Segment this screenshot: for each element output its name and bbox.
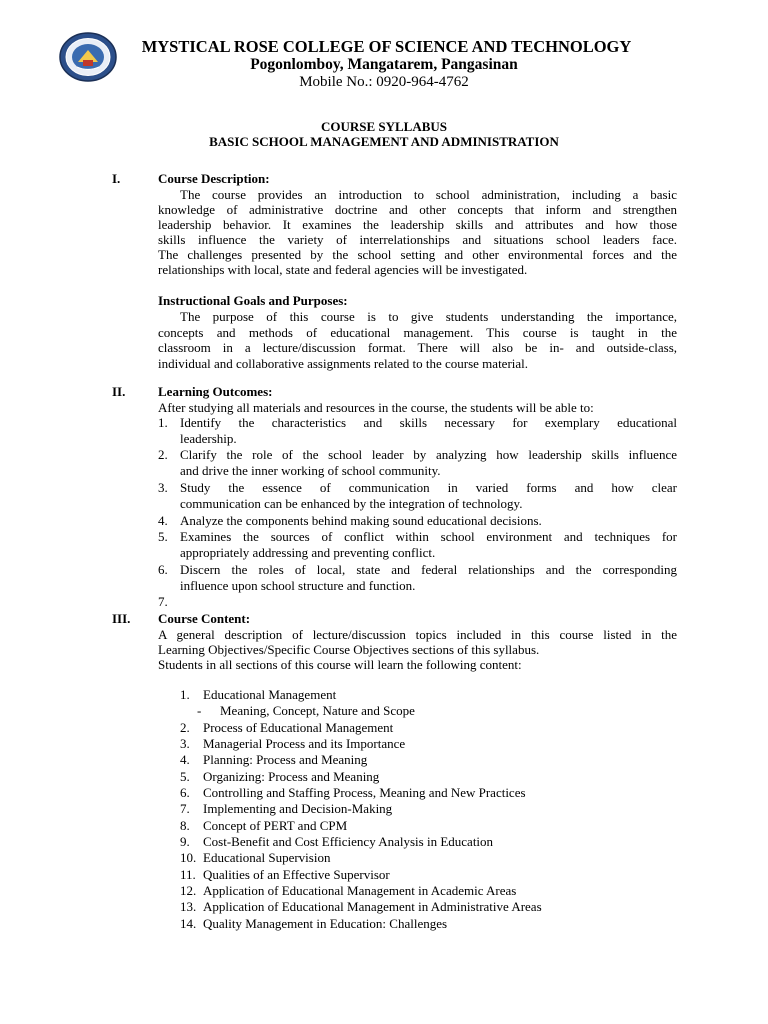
topic-text: Controlling and Staffing Process, Meaning and New Practices bbox=[203, 785, 526, 800]
topic-number: 6. bbox=[180, 785, 190, 800]
institution-mobile: Mobile No.: 0920-964-4762 bbox=[299, 74, 469, 90]
outcome-text: appropriately addressing and preventing conflict. bbox=[180, 545, 436, 561]
outcome-text: communication can be enhanced by the integration of technology. bbox=[180, 496, 523, 512]
course-title: BASIC SCHOOL MANAGEMENT AND ADMINISTRATION bbox=[209, 134, 559, 149]
topic-number: 4. bbox=[180, 752, 190, 767]
section-numeral: III. bbox=[112, 611, 131, 626]
topic-number: 2. bbox=[180, 720, 190, 735]
outcome-number: 1. bbox=[158, 415, 168, 430]
topic-bullet: - bbox=[197, 703, 202, 718]
outcome-number: 5. bbox=[158, 529, 168, 544]
topic-text: Meaning, Concept, Nature and Scope bbox=[220, 703, 415, 718]
outcome-number: 2. bbox=[158, 447, 168, 462]
topic-number: 7. bbox=[180, 801, 190, 816]
topic-number: 12. bbox=[180, 883, 197, 898]
learning-outcomes-intro: After studying all materials and resources in the course, the students will be able to: bbox=[158, 400, 594, 415]
topic-text: Planning: Process and Meaning bbox=[203, 752, 368, 767]
outcome-text: Analyze the components behind making sound educational decisions. bbox=[180, 513, 542, 528]
outcome-number: 7. bbox=[158, 594, 168, 609]
paragraph-line: concepts and methods of educational management. This course is taught in the bbox=[158, 324, 677, 340]
section-heading-course-description: Course Description: bbox=[158, 171, 270, 186]
topic-text: Cost-Benefit and Cost Efficiency Analysis in Education bbox=[203, 834, 494, 849]
topic-number: 11. bbox=[180, 867, 196, 882]
paragraph-line: individual and collaborative assignments related to the course material. bbox=[158, 356, 529, 372]
topic-number: 9. bbox=[180, 834, 190, 849]
topic-number: 8. bbox=[180, 818, 190, 833]
outcome-number: 6. bbox=[158, 562, 168, 577]
paragraph-line: The challenges presented by the school setting and other environmental forces and the bbox=[158, 247, 677, 262]
topic-text: Process of Educational Management bbox=[203, 720, 394, 735]
section-numeral: II. bbox=[112, 384, 126, 399]
outcome-text: Examines the sources of conflict within school environment and techniques for bbox=[180, 529, 677, 544]
outcome-text: Identify the characteristics and skills necessary for exemplary educational bbox=[180, 415, 677, 430]
section-numeral: I. bbox=[112, 171, 121, 186]
topic-text: Organizing: Process and Meaning bbox=[203, 769, 380, 784]
paragraph-line: Students in all sections of this course will learn the following content: bbox=[158, 657, 522, 672]
institution-name: MYSTICAL ROSE COLLEGE OF SCIENCE AND TECHNOLOGY bbox=[141, 37, 632, 56]
paragraph-line: Learning Objectives/Specific Course Objectives sections of this syllabus. bbox=[158, 642, 540, 657]
paragraph-line: leadership behavior. It examines the leadership skills and attributes and how those bbox=[158, 217, 677, 232]
topic-text: Educational Management bbox=[203, 687, 337, 702]
instructional-goals-paragraph bbox=[158, 309, 677, 372]
topic-text: Qualities of an Effective Supervisor bbox=[203, 867, 390, 882]
topic-number: 3. bbox=[180, 736, 190, 751]
syllabus-title: COURSE SYLLABUS bbox=[320, 119, 448, 134]
outcome-number: 4. bbox=[158, 513, 168, 528]
course-content-paragraph bbox=[158, 627, 677, 672]
instructional-goals-heading: Instructional Goals and Purposes: bbox=[158, 293, 348, 308]
topic-text: Application of Educational Management in Administrative Areas bbox=[203, 899, 542, 914]
topic-text: Concept of PERT and CPM bbox=[203, 818, 348, 833]
outcome-text: Clarify the role of the school leader by analyzing how leadership skills influence bbox=[180, 447, 677, 462]
topic-number: 5. bbox=[180, 769, 190, 784]
topic-number: 10. bbox=[180, 850, 197, 865]
section-heading-learning-outcomes: Learning Outcomes: bbox=[158, 384, 273, 399]
outcome-text: and drive the inner working of school community. bbox=[180, 463, 441, 479]
topic-number: 14. bbox=[180, 916, 197, 931]
paragraph-line: relationships with local, state and federal agencies will be investigated. bbox=[158, 262, 528, 277]
institution-address: Pogonlomboy, Mangatarem, Pangasinan bbox=[250, 56, 518, 73]
topic-number: 13. bbox=[180, 899, 197, 914]
topic-text: Quality Management in Education: Challenges bbox=[203, 916, 448, 931]
paragraph-line: A general description of lecture/discussion topics included in this course listed in the bbox=[158, 627, 677, 642]
topic-text: Educational Supervision bbox=[203, 850, 331, 865]
topic-text: Application of Educational Management in Academic Areas bbox=[203, 883, 517, 898]
paragraph-line: knowledge of administrative doctrine and other concepts that inform and strengthen bbox=[158, 202, 677, 217]
topic-text: Implementing and Decision-Making bbox=[203, 801, 393, 816]
paragraph-line: The course provides an introduction to school administration, including a basic bbox=[180, 187, 677, 202]
section-heading-course-content: Course Content: bbox=[158, 611, 251, 626]
topic-number: 1. bbox=[180, 687, 190, 702]
outcome-text: leadership. bbox=[180, 431, 237, 447]
paragraph-line: classroom in a lecture/discussion format. There will also be in- and outside-class, bbox=[158, 340, 677, 356]
outcome-text: influence upon school structure and function. bbox=[180, 578, 416, 594]
outcome-text: Study the essence of communication in varied forms and how clear bbox=[180, 480, 677, 495]
topic-text: Managerial Process and its Importance bbox=[203, 736, 406, 751]
outcome-number: 3. bbox=[158, 480, 168, 495]
paragraph-line: The purpose of this course is to give students understanding the importance, bbox=[180, 309, 677, 324]
outcome-text: Discern the roles of local, state and federal relationships and the corresponding bbox=[180, 562, 677, 577]
paragraph-line: skills influence the variety of interrelationships and situations school leaders face. bbox=[158, 232, 677, 247]
course-description-paragraph bbox=[158, 187, 677, 277]
